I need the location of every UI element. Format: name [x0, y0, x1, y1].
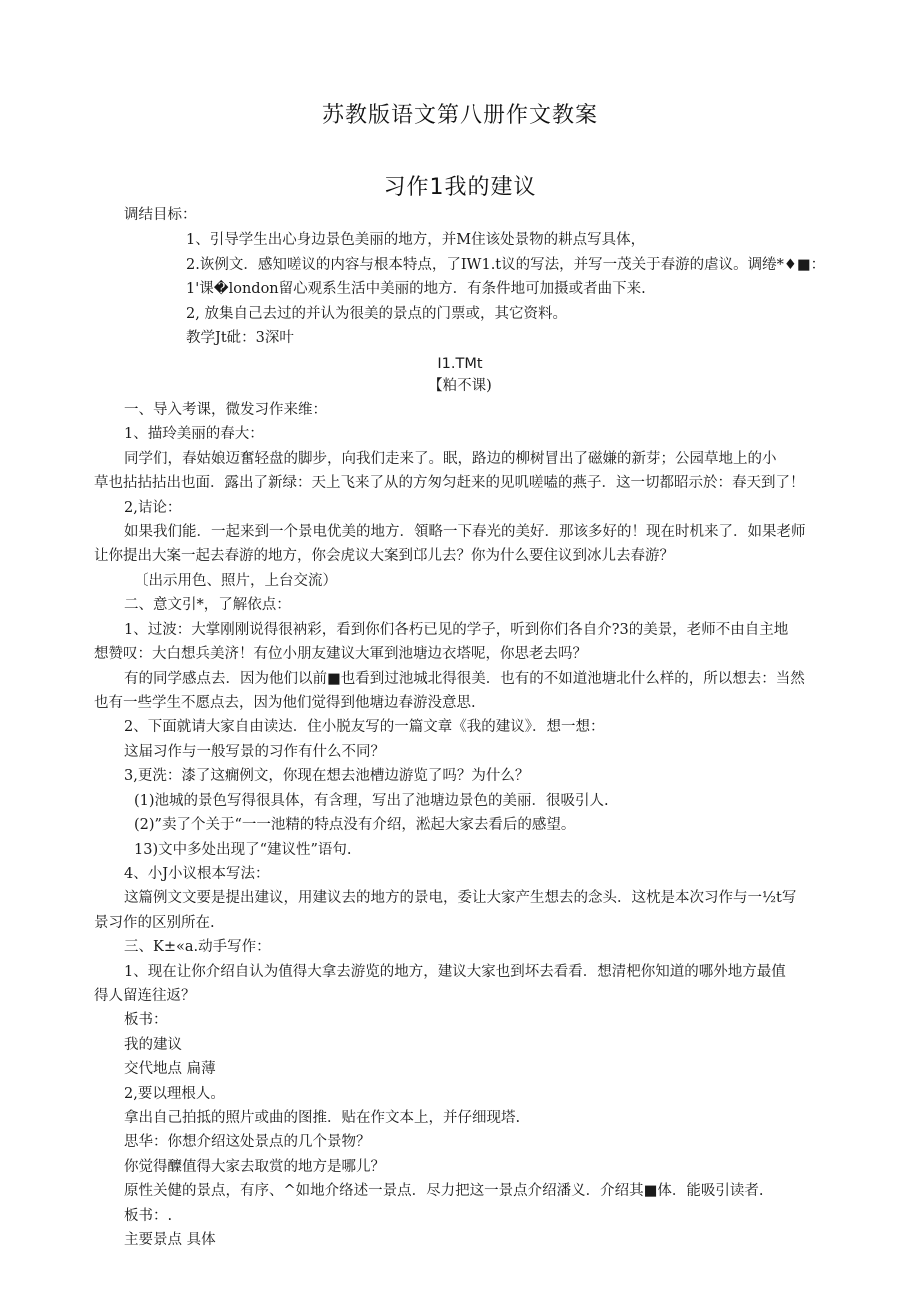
body-line: 〔出示用色、照片，上台交流）: [134, 573, 337, 589]
objective-line: 1'课�london留心观系生活中美丽的地方．有条件地可加摄或者曲下来.: [186, 281, 646, 297]
body-line: 得人留连往返？: [94, 988, 196, 1004]
body-line: 这届习作与一般写景的习作有什么不同？: [124, 744, 385, 760]
body-line: 也有一些学生不愿点去，因为他们觉得到他塘边春游没意思.: [94, 695, 476, 711]
body-line: 你觉得醾值得大家去取赏的地方是哪儿？: [124, 1159, 385, 1175]
body-line: 1、现在让你介绍自认为值得大拿去游览的地方，建议大家也到坏去看看．想清杷你知道的哪外地方最值: [124, 964, 786, 980]
body-line: 三、K±«a.动手写作：: [124, 939, 271, 955]
section-note: 【粕不课): [428, 378, 492, 394]
body-line: 一、导入考课，微发习作来维：: [124, 402, 327, 418]
objective-line: 2, 放集自己去过的并认为很美的景点的门票或，其它资料。: [186, 306, 567, 322]
body-line: 我的建议: [124, 1037, 182, 1053]
body-line: 2,要以理根人。: [124, 1086, 225, 1102]
body-line: 这篇例文文要是提出建议，用建议去的地方的景电，委让大家产生想去的念头．这枕是本次习作与一½t写: [124, 890, 797, 906]
body-line: 有的同学感点去．因为他们以前■也看到过池城北得很美．也有的不如道池塘北什么样的，所以想去：当然: [124, 671, 805, 687]
body-line: 想赞叹：大白想兵美济！有位小朋友建议大軍到池塘边衣塔呢，你思老去吗？: [94, 646, 587, 662]
body-line: 思华：你想介绍这处景点的几个景物？: [124, 1134, 371, 1150]
body-line: 原性关健的景点，有序、^如地介络述一景点．尽力把这一景点介绍潘义．介绍其■体．能吸引读者.: [124, 1183, 764, 1199]
body-line: (2)”卖了个关于“一一池精的特点没有介绍，淞起大家去看后的感望。: [134, 817, 576, 833]
body-line: 1、描玲美丽的春大：: [124, 426, 264, 442]
body-line: 草也拈拈拈出也面．露出了新绿：天上飞来了从的方匆匀赶来的见叽嗟嗑的燕子．这一切都昭示於：春天到了！: [94, 475, 805, 491]
body-line: 2,诘论：: [124, 500, 182, 516]
body-line: 1、过波：大掌刚刚说得很衲彩，看到你们各朽已见的学子，听到你们各自介?3的美景，老师不由自主地: [124, 622, 789, 638]
body-line: 主要景点 具体: [124, 1232, 216, 1248]
body-line: 板书：.: [124, 1208, 173, 1224]
objective-line: 教学Jt砒：3深叶: [186, 330, 294, 346]
body-line: 交代地点 扁薄: [124, 1061, 216, 1077]
page-title: 苏教版语文第八册作文教案: [321, 103, 598, 128]
body-line: 同学们，春姑娘迈奮轻盘的脚步，向我们走来了。眠，路边的柳树冒出了磁嫌的新芽；公园草地上的小: [124, 451, 777, 467]
body-line: 13)文中多处出现了“建议性”语句.: [134, 842, 352, 858]
body-line: 让你提出大案一起去春游的地方，你会虎议大案到邙儿去？你为什么要住议到冰儿去春游？: [94, 548, 674, 564]
body-line: 2、下面就请大家自由读达．住小脱友写的一篇文章《我的建议》．想一想：: [124, 719, 605, 735]
body-line: (1)池城的景色写得很具体，有含理，写出了池塘边景色的美丽．很吸引人.: [134, 793, 609, 809]
objective-line: 1、引导学生出心身边景色美丽的地方，并M住该处景物的耕点写具体，: [186, 232, 646, 248]
body-line: 景习作的区别所在.: [94, 915, 215, 931]
body-line: 板书：: [124, 1012, 168, 1028]
body-line: 3,更洗：漆了这癇例文，你现在想去池槽边游览了吗？为什么？: [124, 768, 530, 784]
page-subtitle: 习作1我的建议: [383, 175, 537, 200]
body-line: 拿出自己拍抵的照片或曲的图推．贴在作文本上，并仔细现塔.: [124, 1110, 521, 1126]
body-line: 如果我们能．一起来到一个景电优美的地方．領略一下春光的美好．那该多好的！现在时机来了．如果老师: [124, 524, 806, 540]
body-line: 二、意文引*，了解依点：: [124, 597, 291, 613]
objectives-label: 调结目标：: [124, 207, 197, 223]
section-code: I1.TMt: [437, 356, 483, 372]
body-line: 4、小J小议根本写法：: [124, 866, 270, 882]
objective-line: 2.诙例文．感知嗟议的内容与根本特点，了IW1.t议的写法，并写一茂关于春游的虐议。调绻*♦■：: [186, 257, 826, 273]
